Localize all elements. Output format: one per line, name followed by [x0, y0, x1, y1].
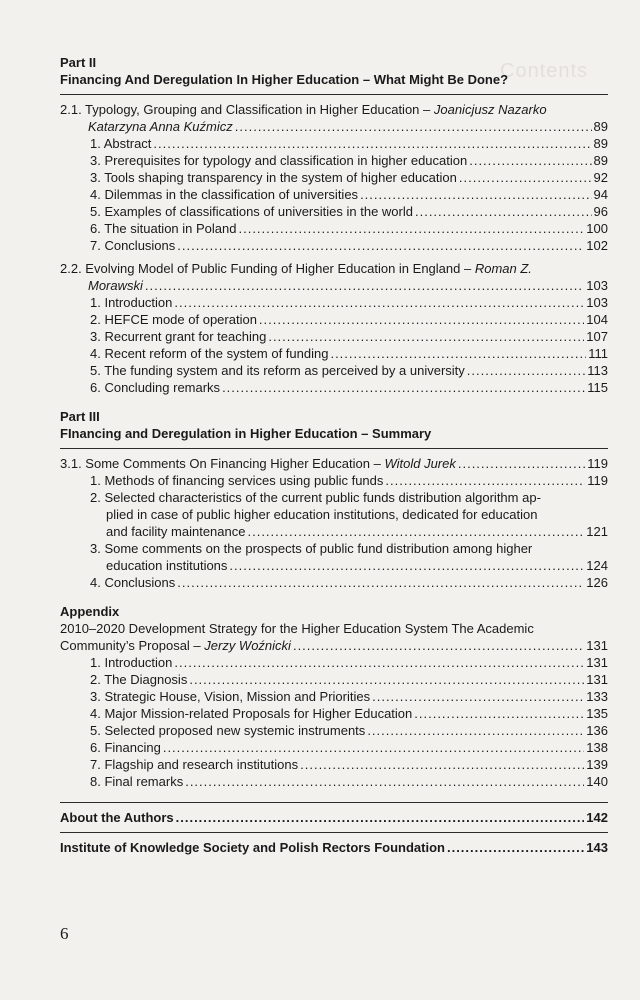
toc-item[interactable]: 3. Recurrent grant for teaching ..... 107	[60, 328, 608, 345]
toc-item-line: 3. Some comments on the prospects of public fund distribution among higher	[90, 541, 533, 556]
toc-item[interactable]: 1. Abstract ..... 89	[60, 135, 608, 152]
toc-entry-title: 2.1. Typology, Grouping and Classification in Higher Education – Joanicjusz Nazarko	[60, 102, 547, 117]
toc-item[interactable]: 3. Strategic House, Vision, Mission and Priorities ..... 133	[60, 688, 608, 705]
part-label: Part II	[60, 55, 97, 70]
divider	[60, 832, 608, 833]
toc-item[interactable]: 6. Financing ..... 138	[60, 739, 608, 756]
toc-item-line: 2. Selected characteristics of the current public funds distribution algorithm ap-	[90, 490, 541, 505]
toc-entry-institute[interactable]: Institute of Knowledge Society and Polish Rectors Foundation ..... 143	[60, 839, 608, 856]
toc-entry-about-authors[interactable]: About the Authors ..... 142	[60, 809, 608, 826]
toc-item[interactable]: 5. The funding system and its reform as perceived by a university ..... 113	[60, 362, 608, 379]
toc-item[interactable]: 2. HEFCE mode of operation ..... 104	[60, 311, 608, 328]
toc-item[interactable]: 4. Major Mission-related Proposals for Higher Education ..... 135	[60, 705, 608, 722]
toc-entry[interactable]: 3.1. Some Comments On Financing Higher Education – Witold Jurek ..... 119	[60, 455, 608, 472]
toc-item[interactable]: education institutions ..... 124	[60, 557, 608, 574]
part-label: Part III	[60, 409, 100, 424]
toc-entry-title: 2.2. Evolving Model of Public Funding of Higher Education in England – Roman Z.	[60, 261, 532, 276]
toc-item[interactable]: 4. Recent reform of the system of funding ..... 111	[60, 345, 608, 362]
toc-item[interactable]: 6. Concluding remarks ..... 115	[60, 379, 608, 396]
toc-item[interactable]: 5. Examples of classifications of universities in the world ..... 96	[60, 203, 608, 220]
toc-item[interactable]: 7. Conclusions ..... 102	[60, 237, 608, 254]
toc-entry[interactable]: Morawski ..... 103	[60, 277, 608, 294]
toc-item[interactable]: 4. Dilemmas in the classification of universities ..... 94	[60, 186, 608, 203]
bleed-through-text: Contents	[500, 60, 589, 82]
toc-item[interactable]: 3. Prerequisites for typology and classification in higher education ..... 89	[60, 152, 608, 169]
toc-entry[interactable]: Community’s Proposal – Jerzy Woźnicki ..... 131	[60, 637, 608, 654]
divider	[60, 448, 608, 449]
divider	[60, 94, 608, 95]
appendix-label: Appendix	[60, 604, 120, 619]
toc-item[interactable]: 4. Conclusions ..... 126	[60, 574, 608, 591]
toc-item[interactable]: 8. Final remarks ..... 140	[60, 773, 608, 790]
page-number: 6	[60, 924, 69, 943]
toc-item[interactable]: 5. Selected proposed new systemic instruments ..... 136	[60, 722, 608, 739]
toc-item[interactable]: 6. The situation in Poland ..... 100	[60, 220, 608, 237]
toc-item[interactable]: 2. The Diagnosis ..... 131	[60, 671, 608, 688]
part-title: Financing And Deregulation In Higher Education – What Might Be Done?	[60, 72, 509, 87]
toc-item[interactable]: and facility maintenance ..... 121	[60, 523, 608, 540]
table-of-contents	[60, 54, 608, 856]
toc-entry[interactable]: Katarzyna Anna Kuźmicz ..... 89	[60, 118, 608, 135]
appendix-title: 2010–2020 Development Strategy for the Higher Education System The Academic	[60, 621, 534, 636]
toc-item[interactable]: 3. Tools shaping transparency in the system of higher education ..... 92	[60, 169, 608, 186]
toc-item[interactable]: 1. Introduction ..... 131	[60, 654, 608, 671]
toc-item[interactable]: 1. Methods of financing services using public funds ..... 119	[60, 472, 608, 489]
divider	[60, 802, 608, 803]
toc-item[interactable]: 7. Flagship and research institutions ..... 139	[60, 756, 608, 773]
toc-item-line: plied in case of public higher education institutions, dedicated for education	[106, 507, 538, 522]
toc-item[interactable]: 1. Introduction ..... 103	[60, 294, 608, 311]
part-title: FInancing and Deregulation in Higher Education – Summary	[60, 426, 432, 441]
